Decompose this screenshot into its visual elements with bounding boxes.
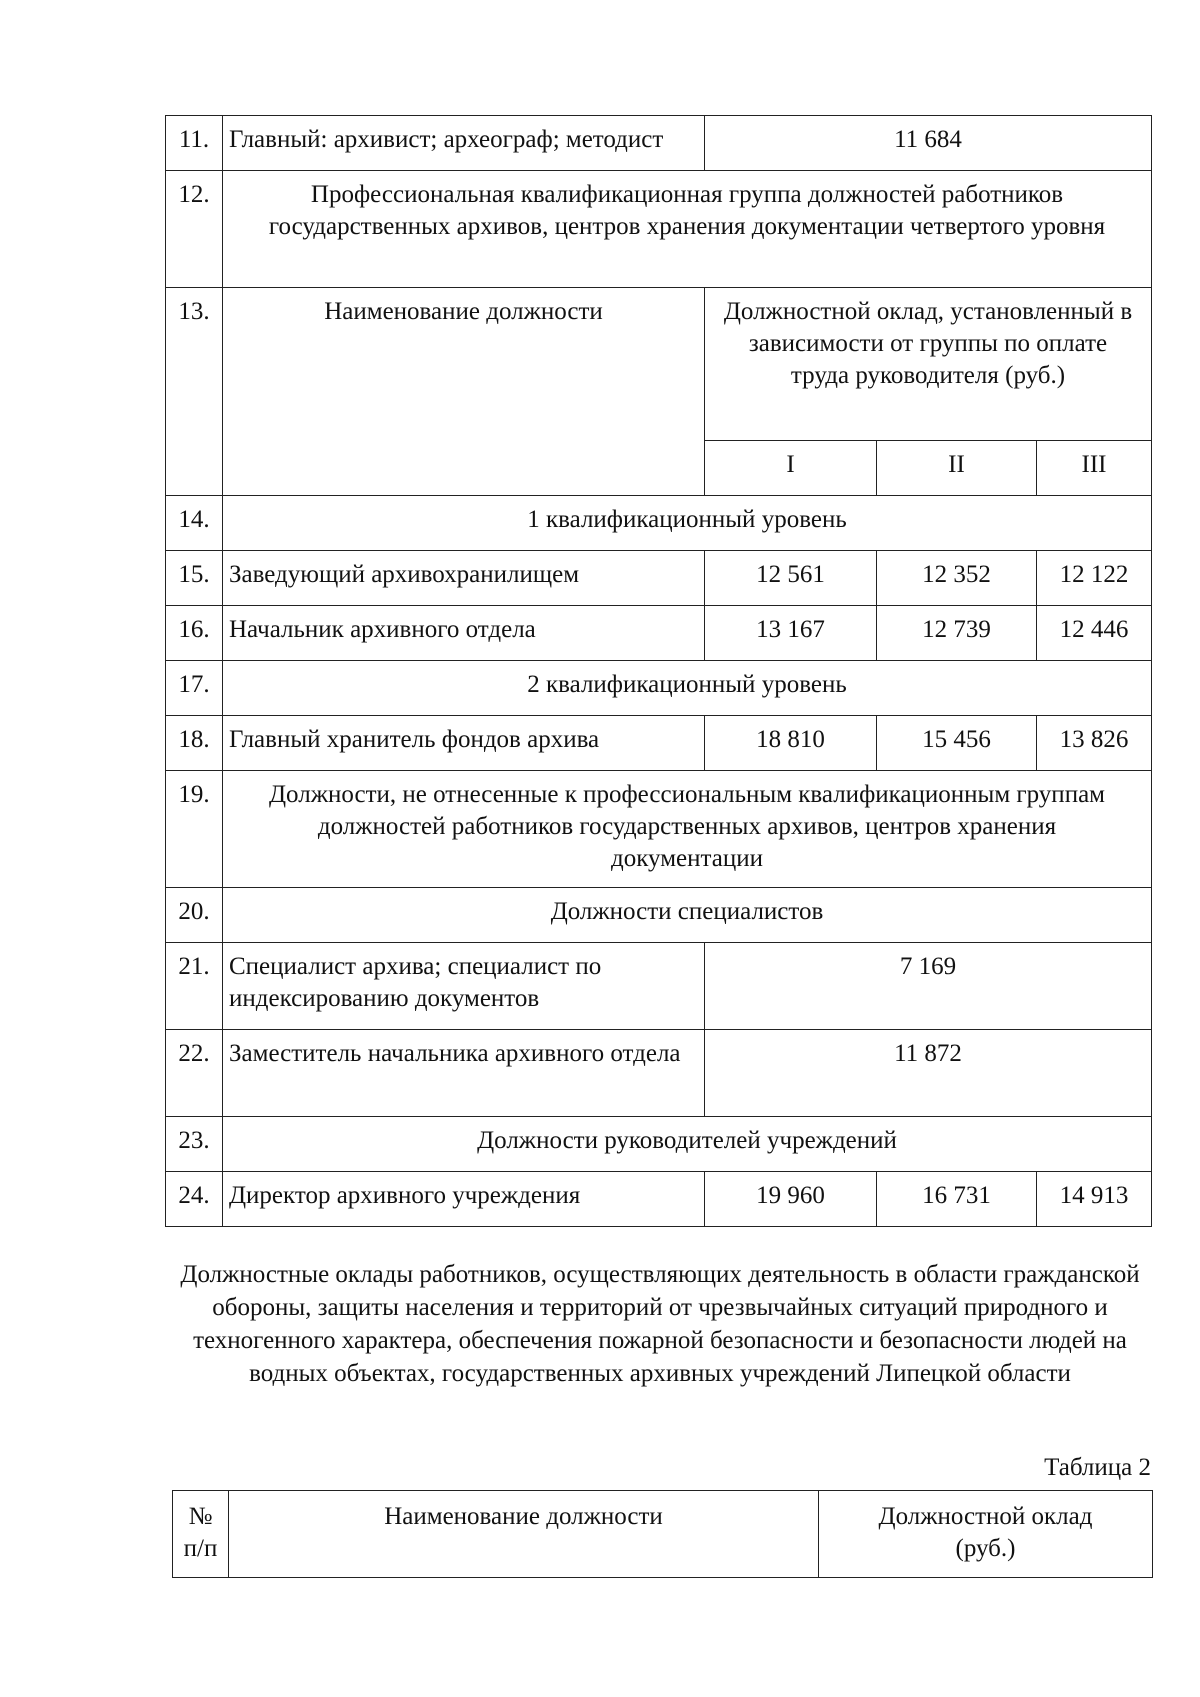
table-2-label: Таблица 2 <box>1044 1454 1151 1481</box>
column-header-salary: Должностной оклад, установленный в зависимости от группы по оплате труда руководителя (руб.) <box>705 288 1152 441</box>
salary-table-2 <box>172 1490 1153 1578</box>
group-header-1: I <box>705 441 877 496</box>
table-row <box>166 888 1152 943</box>
salary-group-2: 12 352 <box>877 551 1037 606</box>
row-number: 24. <box>166 1172 223 1227</box>
salary-group-3: 14 913 <box>1037 1172 1152 1227</box>
row-number: 12. <box>166 171 223 288</box>
row-number: 21. <box>166 943 223 1030</box>
table-row <box>166 716 1152 771</box>
table-row <box>166 496 1152 551</box>
row-number: 20. <box>166 888 223 943</box>
salary-group-1: 19 960 <box>705 1172 877 1227</box>
column-header-name: Наименование должности <box>223 288 705 496</box>
salary-group-3: 13 826 <box>1037 716 1152 771</box>
section-heading: 2 квалификационный уровень <box>223 661 1152 716</box>
table-row <box>166 1030 1152 1117</box>
salary-group-1: 18 810 <box>705 716 877 771</box>
table-row <box>166 771 1152 888</box>
row-number: 22. <box>166 1030 223 1117</box>
table-header-row <box>173 1491 1153 1578</box>
table-header-row <box>166 288 1152 441</box>
column-header-number: № п/п <box>173 1491 229 1578</box>
table-row <box>166 171 1152 288</box>
salary-group-1: 12 561 <box>705 551 877 606</box>
group-header-3: III <box>1037 441 1152 496</box>
position-name: Заведующий архивохранилищем <box>223 551 705 606</box>
section-heading: Должности руководителей учреждений <box>223 1117 1152 1172</box>
position-name: Главный хранитель фондов архива <box>223 716 705 771</box>
row-number: 17. <box>166 661 223 716</box>
row-number: 18. <box>166 716 223 771</box>
table-2-caption: Должностные оклады работников, осуществляющих деятельность в области гражданской обороны, защиты населения и территорий от чрезвычайных ситуаций природного и техногенного характера, обеспечения пожарной безопасности и безопасности людей на водных объектах, государственных архивных учреждений Липецкой области <box>180 1261 1140 1387</box>
salary-group-1: 13 167 <box>705 606 877 661</box>
row-number: 23. <box>166 1117 223 1172</box>
salary-group-2: 15 456 <box>877 716 1037 771</box>
salary-value: 7 169 <box>705 943 1152 1030</box>
salary-group-2: 12 739 <box>877 606 1037 661</box>
section-heading: 1 квалификационный уровень <box>223 496 1152 551</box>
column-header-name: Наименование должности <box>229 1491 819 1578</box>
row-number: 16. <box>166 606 223 661</box>
salary-group-3: 12 446 <box>1037 606 1152 661</box>
table-row <box>166 661 1152 716</box>
position-name: Специалист архива; специалист по индексированию документов <box>223 943 705 1030</box>
table-row <box>166 1172 1152 1227</box>
section-heading: Должности, не отнесенные к профессиональным квалификационным группам должностей работников государственных архивов, центров хранения документации <box>223 771 1152 888</box>
table-row <box>166 943 1152 1030</box>
table-row <box>166 1117 1152 1172</box>
row-number: 19. <box>166 771 223 888</box>
position-name: Главный: архивист; археограф; методист <box>223 116 705 171</box>
row-number: 14. <box>166 496 223 551</box>
row-number: 13. <box>166 288 223 496</box>
salary-value: 11 872 <box>705 1030 1152 1117</box>
group-header-2: II <box>877 441 1037 496</box>
section-heading: Профессиональная квалификационная группа должностей работников государственных архивов, центров хранения документации четвертого уровня <box>223 171 1152 288</box>
position-name: Заместитель начальника архивного отдела <box>223 1030 705 1117</box>
salary-table-1 <box>165 115 1152 1227</box>
table-row <box>166 551 1152 606</box>
salary-group-2: 16 731 <box>877 1172 1037 1227</box>
section-heading: Должности специалистов <box>223 888 1152 943</box>
row-number: 11. <box>166 116 223 171</box>
position-name: Директор архивного учреждения <box>223 1172 705 1227</box>
table-row <box>166 606 1152 661</box>
row-number: 15. <box>166 551 223 606</box>
table-row <box>166 116 1152 171</box>
position-name: Начальник архивного отдела <box>223 606 705 661</box>
salary-value: 11 684 <box>705 116 1152 171</box>
column-header-salary: Должностной оклад (руб.) <box>819 1491 1153 1578</box>
salary-group-3: 12 122 <box>1037 551 1152 606</box>
